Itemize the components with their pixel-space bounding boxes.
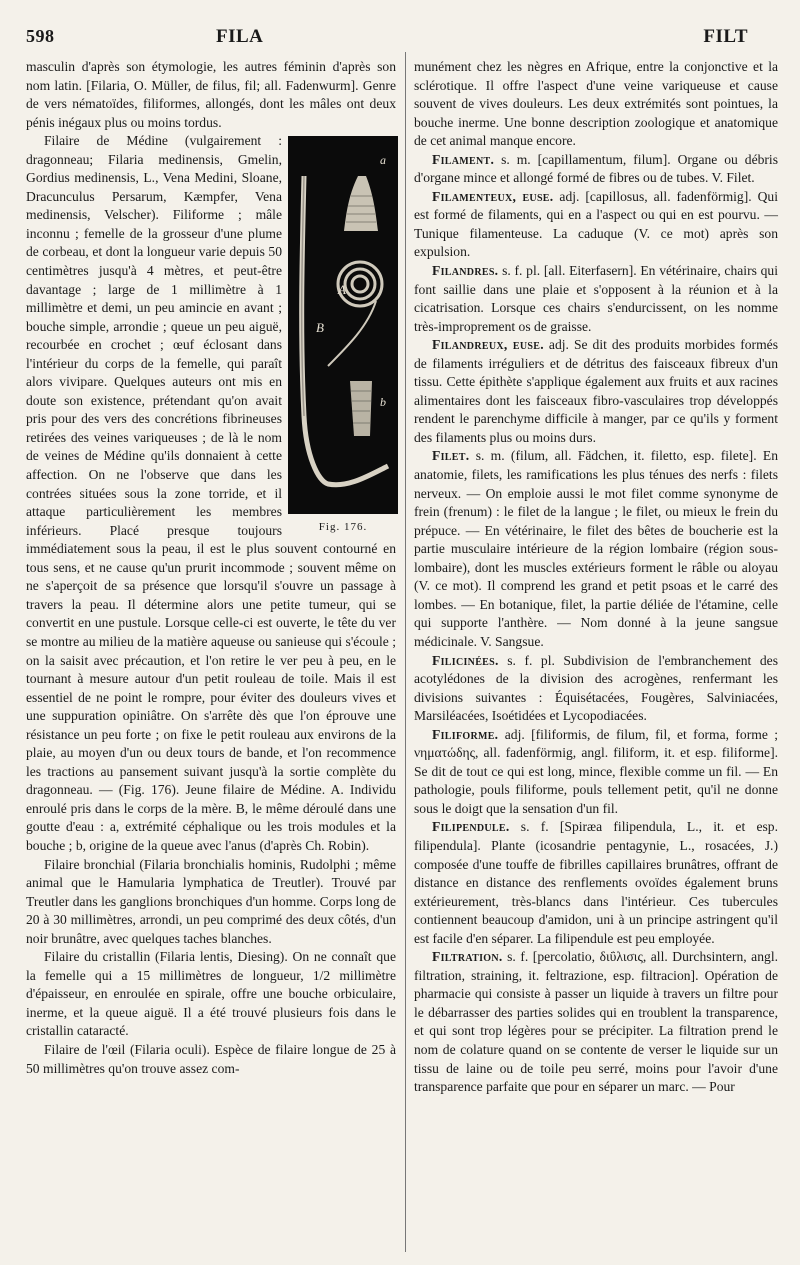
headword: Filipendule.	[432, 819, 510, 835]
headword: Filament.	[432, 151, 495, 167]
headword: Filandres.	[432, 263, 499, 279]
headword: Filtration.	[432, 949, 503, 965]
entry-filaire-cristallin: Filaire du cristallin (Filaria lentis, Diesing). On ne connaît que la femelle qui a 15 millimètres de longueur, 1/2 millimètre d'épaisseur, en enroulée en spirale, offre une bouche orbiculaire, inerme, et la queue aiguë. Il a été trouvé plusieurs fois dans le cristallin cataracté.	[26, 949, 396, 1039]
label-B: B	[316, 320, 324, 336]
headword: Filiforme.	[432, 726, 499, 742]
entry-filtration	[414, 948, 778, 1096]
entry-filicinees	[414, 652, 778, 726]
entry-continuation-right: munément chez les nègres en Afrique, entre la conjonctive et la sclérotique. Il offre l'aspect d'une veine variqueuse et cause souvent de vives douleurs. Les deux extrémités sont pointues, la bouche inerme. Une bonne description zoologique et anatomique de cet animal manque encore.	[414, 59, 778, 149]
definition: adj. [filiformis, de filum, fil, et forma, forme ; νηματώδης, all. fadenförmig, angl. filiform, it. et esp. filiforme]. Se dit de tout ce qui est long, mince, flexible comme un fil. — En pathologie, pouls filiforme, pouls tellement petit, qu'il ne donne sous le doigt que la sensation d'un fil.	[414, 726, 778, 816]
headword: Filamenteux, euse.	[432, 188, 554, 204]
definition: s. m. [capillamentum, filum]. Organe ou débris d'organe mince et allongé formé de fibres ou de tubes. V. Filet.	[414, 151, 778, 186]
right-running-head: FILT	[703, 26, 748, 47]
entry-filandreux	[414, 336, 778, 447]
definition: adj. [capillosus, all. fadenförmig]. Qui est formé de filaments, qui en a l'aspect ou qui en est pourvu. — Tunique filamenteuse. La caduque (V. ce mot) après son expulsion.	[414, 188, 778, 260]
definition: adj. Se dit des produits morbides formés de filaments irréguliers et de détritus des faisceaux fibreux d'un tissu. Cette épithète s'applique également aux fruits et aux racines alimentaires dont les faisceaux fibro-vasculaires trop développés rendent le parenchyme difficile à manger, par ce qu'ils y forment des filaments plus ou moins durs.	[414, 337, 778, 445]
label-a: a	[380, 153, 386, 168]
page-number: 598	[26, 26, 55, 46]
entry-filaire-oeil: Filaire de l'œil (Filaria oculi). Espèce de filaire longue de 25 à 50 millimètres qu'on trouve assez com-	[26, 1041, 396, 1076]
left-column	[26, 58, 396, 1078]
figure-176	[288, 136, 398, 514]
entry-filet	[414, 447, 778, 651]
headword: Filet.	[432, 448, 470, 464]
entry-filiforme	[414, 726, 778, 819]
column-divider	[405, 52, 406, 1252]
entry-filamenteux	[414, 188, 778, 262]
entry-filandres	[414, 262, 778, 336]
entry-continuation: masculin d'après son étymologie, les autres féminin d'après son nom latin. [Filaria, O. Müller, de filus, fil; all. Fadenwurm]. Genre de vers nématoïdes, filiformes, allongés, dont les mâles ont deux pénis inégaux plus ou moins tordus.	[26, 59, 396, 130]
definition: s. f. [percolatio, διΰλισις, all. Durchsintern, angl. filtration, straining, it. feltrazione, esp. filtracion]. Opération de pharmacie qui consiste à passer un liquide à travers un filtre pour le débarrasser des parties solides qui en troublent la transparence, et qui sont trop légères pour se précipiter. La filtration prend le nom de colature quand on se contente de verser le liquide sur un tissu de laine ou de toile peu serré, moins pour l'avoir d'une transparence parfaite que pour en séparer un marc. — Pour	[414, 949, 778, 1095]
right-column	[414, 58, 778, 1097]
entry-filaire-medine: Filaire de Médine (vulgairement : dragonneau; Filaria medinensis, Gmelin, Gordius medinensis, L., Vena Medini, Sloane, Dracunculus Persarum, Kæmpfer, Vena medinensis, Velscher). Filiforme ; mâle inconnu ; femelle de la grosseur d'une plume de corbeau, et dont la longueur varie depuis 50 centimètres jusqu'à 4 mètres, et peut-être davantage ; large de 1 millimètre à 1 millimètre et demi, un peu amincie en avant ; bouche simple, arrondie ; queue un peu aiguë, recourbée en crochet ; œuf éclosant dans l'intérieur du corps de la femelle, qui paraît alors vivipare. Quelques auteurs ont mis en doute son existence, prétendant qu'on avait pris pour des vers des concrétions fibrineuses retirées des veines variqueuses ; de là le nom de veines de Médine qu'ils donnaient à cette affection. On ne l'observe que dans les contrées situées sous la zone torride, et il attaque particulièrement les membres inférieurs. Placé presque toujours immédiatement sous la peau, il est le plus souvent contourné en tous sens, et ne cause qu'un prurit incommode ; souvent même on ne s'aperçoit de sa présence que lorsqu'il s'ouvre un passage à travers la peau. Il détermine alors une petite tumeur, qui se convertit en une pustule. Lorsque celle-ci est ouverte, le tête du ver se montre au milieu de la matière aqueuse ou sanieuse qui s'écoule ; on la saisit avec précaution, et l'on retire le ver peu à peu, en le tournant à mesure autour d'un petit rouleau de toile. Mais il est essentiel de ne point le rompre, pour éviter des douleurs vives et une suppuration opiniâtre. On s'arrête dès que l'on éprouve une résistance un peu forte ; on fixe le petit rouleau aux environs de la plaie, au moyen d'un ou deux tours de bande, et l'on recommence les tractions au pansement suivant jusqu'à la sortie complète du dragonneau. — (Fig. 176). Jeune filaire de Médine. A. Individu enroulé pris dans le corps de la mère. B, le même déroulé dans une goutte d'eau : a, extrémité céphalique ou les trois modules et la bouche ; b, origine de la queue avec l'anus (d'après Ch. Robin).	[26, 133, 396, 853]
entry-filaire-bronchial: Filaire bronchial (Filaria bronchialis hominis, Rudolphi ; même animal que le Hamularia lymphatica de Treutler). Trouvé par Treutler dans les ganglions bronchiques d'un homme. Corps long de 20 à 30 millimètres, arrondi, un peu comprimé des deux côtés, d'un noir brunâtre, avec quelques taches blanches.	[26, 856, 396, 946]
page-header	[26, 20, 766, 50]
label-A: A	[338, 282, 346, 298]
entry-filament	[414, 151, 778, 188]
worm-illustration	[288, 136, 398, 514]
headword: Filandreux, euse.	[432, 337, 544, 353]
label-b: b	[380, 395, 386, 410]
definition: s. f. pl. Subdivision de l'embranchement des acotylédones de la division des acrogènes, renfermant les divisions suivantes : Équisétacées, Fougères, Salviniacées, Marsiléacées, Isoétidées et Lycopodiacées.	[414, 652, 778, 724]
headword: Filicinées.	[432, 652, 499, 668]
definition: s. f. [Spiræa filipendula, L., it. et esp. filipendula]. Plante (icosandrie pentagynie, L., rosacées, J.) composée d'une touffe de fibrilles capillaires brunâtres, offrant de distance en distance des renflements ovoïdes également bruns extérieurement, très-blancs dans l'intérieur. Ces tubercules contiennent beaucoup d'amidon, uni à un principe astringent qu'il est facile d'en séparer. La filipendule est peu employée.	[414, 819, 778, 946]
left-running-head: FILA	[216, 26, 264, 47]
definition: s. f. pl. [all. Eiterfasern]. En vétérinaire, chairs qui font saillie dans une plaie et s'opposent à la réunion et à la cicatrisation. Lorsque ces chairs s'endurcissent, on les nomme très-improprement os de graisse.	[414, 263, 778, 334]
definition: s. m. (filum, all. Fädchen, it. filetto, esp. filete]. En anatomie, filets, les ramifications les plus ténues des nerfs : filets nerveux. — On emploie aussi le mot filet comme synonyme de frein (frenum) : le filet de la langue ; le filet, ou mieux le frein du prépuce. — En vétérinaire, le filet des bêtes de boucherie est la partie musculaire intérieure de la région lombaire (région sous-lombaire), dont les muscles extérieurs forment le râble ou aloyau (V. ce mot). Il comprend les grand et petit psoas et le carré des lombes. — En botanique, filet, la partie déliée de l'étamine, celle qui supporte l'anthère. — Nom donné à la jeune sangsue médicinale. V. Sangsue.	[414, 448, 778, 649]
entry-filipendule	[414, 818, 778, 948]
figure-caption: Fig. 176.	[318, 521, 368, 534]
